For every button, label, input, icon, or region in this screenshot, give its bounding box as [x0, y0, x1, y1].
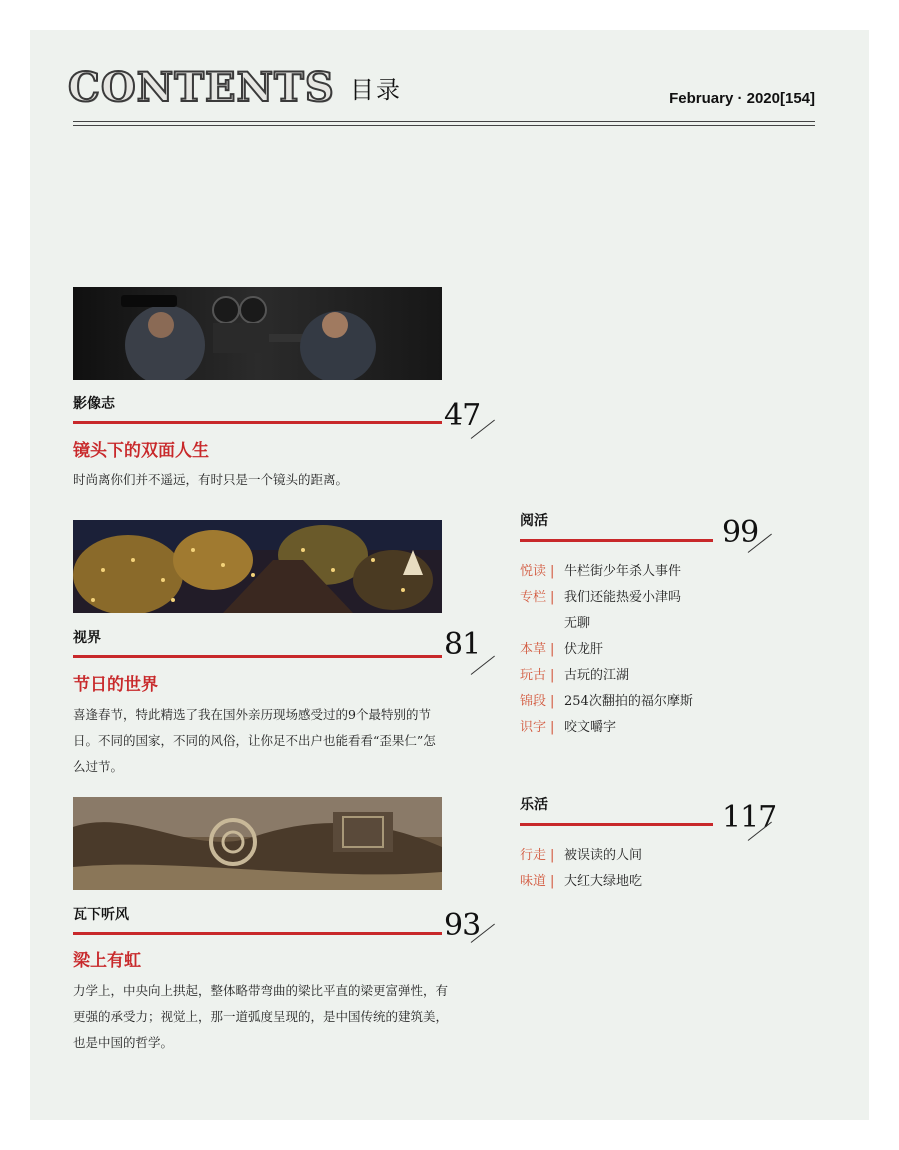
item-title: 牛栏街少年杀人事件	[564, 564, 682, 579]
article-description: 喜逢春节，特此精选了我在国外亲历现场感受过的9个最特别的节日。不同的国家，不同的风俗，让你足不出户也能看看“歪果仁”怎么过节。	[73, 707, 436, 774]
category-separator: |	[550, 564, 555, 579]
festival-lights-photo	[73, 520, 442, 613]
category-separator: |	[550, 848, 555, 863]
category-separator: |	[550, 694, 555, 709]
issue-date: February · 2020[154]	[669, 90, 815, 107]
category-separator: |	[550, 642, 555, 657]
header-rule-bottom	[73, 125, 815, 126]
section-label: 影像志	[73, 396, 115, 412]
category-label: 悦读	[520, 564, 547, 579]
category-label: 行走	[520, 848, 547, 863]
page-number: 99	[722, 515, 759, 550]
page-number: 93	[444, 908, 481, 943]
list-item[interactable]	[520, 663, 693, 689]
category-separator: |	[550, 668, 555, 683]
section-red-rule	[73, 421, 442, 424]
article-description: 力学上，中央向上拱起，整体略带弯曲的梁比平直的梁更富弹性，有更强的承受力；视觉上，那一道弧度呈现的，是中国传统的建筑美，也是中国的哲学。	[73, 983, 449, 1050]
carved-beam-photo	[73, 797, 442, 890]
list-item[interactable]	[520, 869, 642, 895]
list-item[interactable]	[520, 585, 693, 611]
section-red-rule	[520, 823, 713, 826]
page-number: 47	[444, 398, 481, 433]
page-number: 117	[722, 800, 777, 835]
contents-logo-cn: 目录	[350, 76, 402, 104]
item-title: 被误读的人间	[564, 848, 643, 863]
category-separator: |	[550, 874, 555, 889]
list-item[interactable]	[520, 611, 693, 637]
toc-list	[520, 559, 693, 741]
list-item[interactable]	[520, 559, 693, 585]
category-label: 本草	[520, 642, 547, 657]
category-label: 专栏	[520, 590, 547, 605]
contents-logo: CONTENTS	[68, 64, 335, 111]
list-item[interactable]	[520, 689, 693, 715]
article-title[interactable]: 镜头下的双面人生	[73, 441, 209, 461]
section-label: 视界	[73, 630, 101, 646]
item-title: 古玩的江湖	[564, 668, 630, 683]
item-title: 咬文嚼字	[564, 720, 617, 735]
item-title: 254次翻拍的福尔摩斯	[564, 694, 693, 709]
category-label: 味道	[520, 874, 547, 889]
category-label: 玩古	[520, 668, 547, 683]
section-label: 乐活	[520, 797, 548, 813]
item-title: 大红大绿地吃	[564, 874, 643, 889]
article-title[interactable]: 节日的世界	[73, 675, 158, 695]
article-description: 时尚离你们并不遥远，有时只是一个镜头的距离。	[73, 472, 349, 487]
list-item[interactable]	[520, 715, 693, 741]
category-label: 锦段	[520, 694, 547, 709]
section-label: 阅活	[520, 513, 548, 529]
list-item[interactable]	[520, 637, 693, 663]
header-rule-top	[73, 121, 815, 122]
item-title: 无聊	[564, 616, 591, 631]
category-separator: |	[550, 590, 555, 605]
section-red-rule	[73, 655, 442, 658]
page-number: 81	[444, 627, 481, 662]
category-separator: |	[550, 720, 555, 735]
item-title: 伏龙肝	[564, 642, 604, 657]
section-red-rule	[73, 932, 442, 935]
category-label: 识字	[520, 720, 547, 735]
section-red-rule	[520, 539, 713, 542]
section-label: 瓦下听风	[73, 907, 129, 923]
article-title[interactable]: 梁上有虹	[73, 951, 141, 971]
list-item[interactable]	[520, 843, 642, 869]
camera-crew-photo	[73, 287, 442, 380]
toc-list	[520, 843, 642, 895]
item-title: 我们还能热爱小津吗	[564, 590, 682, 605]
